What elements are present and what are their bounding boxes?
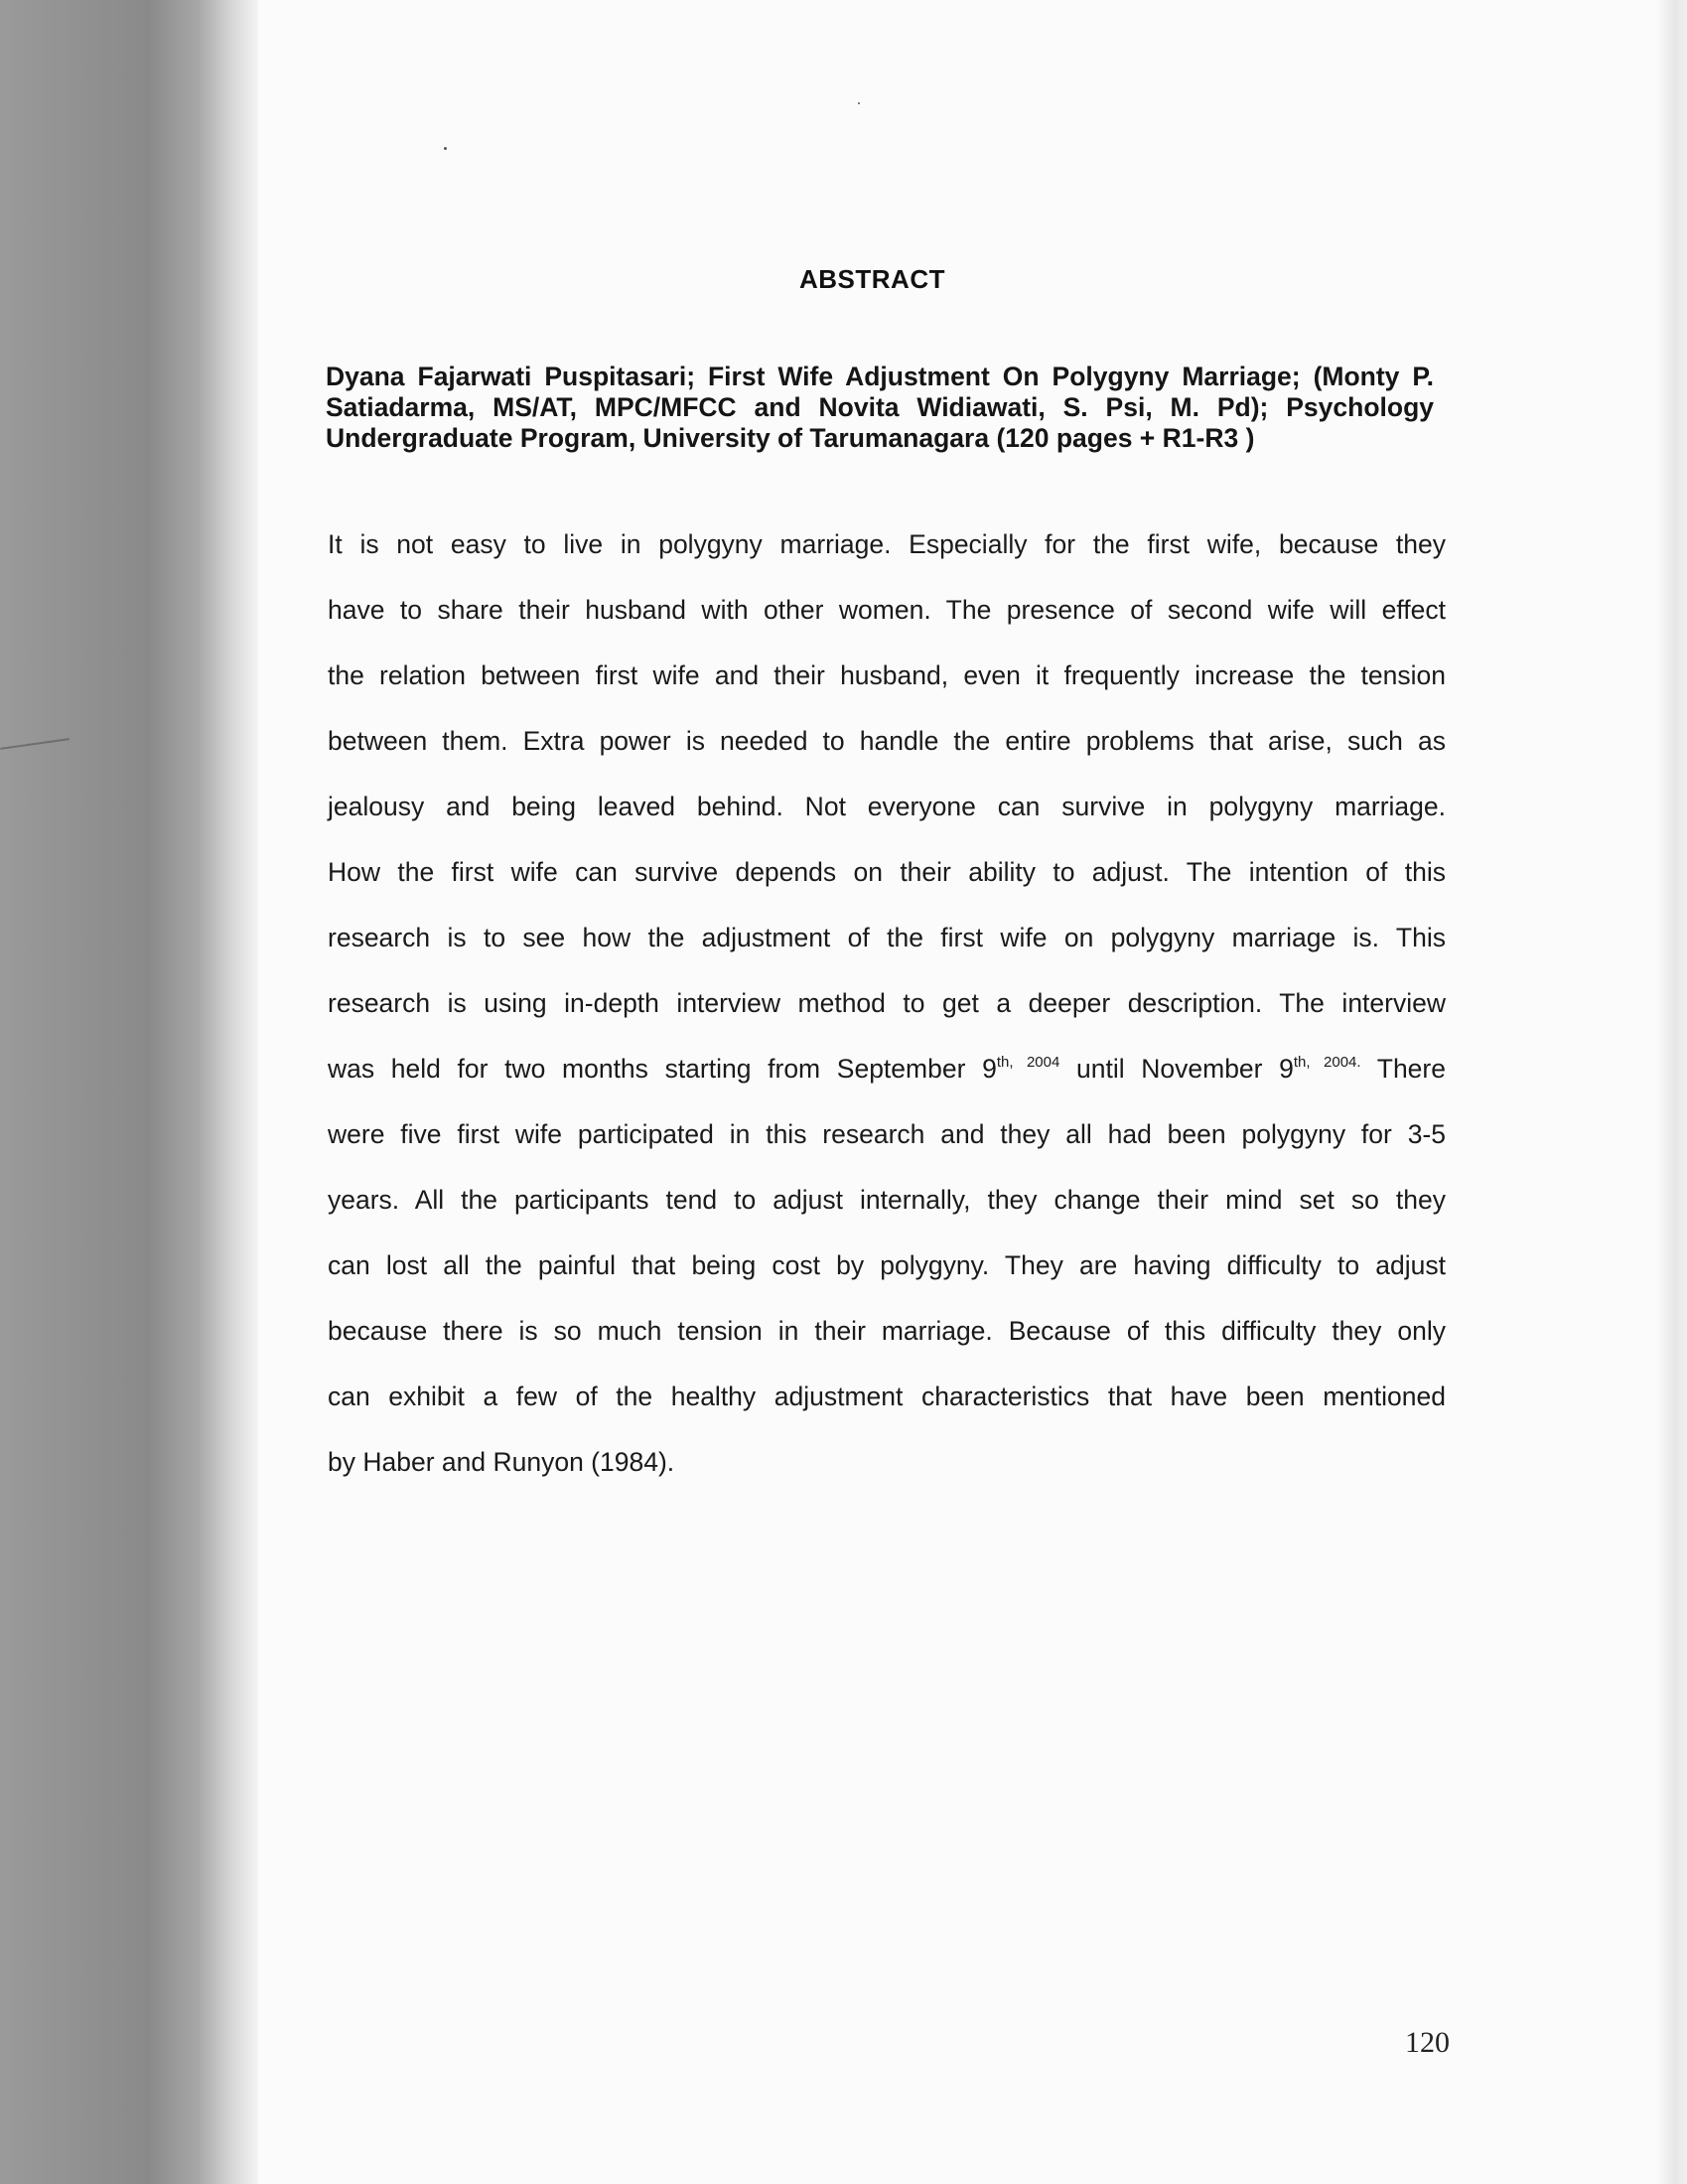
body-line: because there is so much tension in their marriage. Because of this difficulty they only: [328, 1316, 1446, 1346]
date-text: There: [1360, 1054, 1446, 1084]
scan-speck: [444, 147, 447, 150]
page-edge: [1657, 0, 1687, 2184]
body-line: can exhibit a few of the healthy adjustment characteristics that have been mentioned: [328, 1382, 1446, 1411]
scan-speck: [858, 102, 860, 104]
date-superscript: th, 2004: [996, 1054, 1060, 1071]
date-text: was held for two months starting from September 9: [328, 1054, 997, 1084]
body-line: years. All the participants tend to adjust internally, they change their mind set so they: [328, 1185, 1446, 1215]
date-superscript: th, 2004.: [1293, 1054, 1361, 1071]
body-line: research is using in-depth interview method to get a deeper description. The interview: [328, 988, 1446, 1018]
body-line: It is not easy to live in polygyny marriage. Especially for the first wife, because they: [328, 529, 1446, 559]
body-line-dates: [328, 1049, 1446, 1114]
bibliographic-header: Dyana Fajarwati Puspitasari; First Wife Adjustment On Polygyny Marriage; (Monty P. Satiadarma, MS/AT, MPC/MFCC and Novita Widiawati, S. Psi, M. Pd); Psychology Undergraduate Program, University of Tarumanagara (120 pages + R1-R3 ): [326, 362, 1434, 453]
binding-shadow: [0, 0, 258, 2184]
body-line: the relation between first wife and their husband, even it frequently increase the tension: [328, 660, 1446, 690]
body-line: research is to see how the adjustment of the first wife on polygyny marriage is. This: [328, 923, 1446, 952]
body-line: can lost all the painful that being cost by polygyny. They are having difficulty to adjust: [328, 1250, 1446, 1280]
body-line: How the first wife can survive depends on their ability to adjust. The intention of this: [328, 857, 1446, 887]
body-line: jealousy and being leaved behind. Not everyone can survive in polygyny marriage.: [328, 792, 1446, 821]
body-line: between them. Extra power is needed to handle the entire problems that arise, such as: [328, 726, 1446, 756]
abstract-body: [328, 524, 1446, 1508]
body-line: by Haber and Runyon (1984).: [328, 1447, 675, 1477]
date-text: until November 9: [1059, 1054, 1294, 1084]
body-line: have to share their husband with other women. The presence of second wife will effect: [328, 595, 1446, 625]
abstract-title: ABSTRACT: [799, 264, 945, 294]
page-number: 120: [1405, 2026, 1450, 2059]
body-line: were five first wife participated in this research and they all had been polygyny for 3-5: [328, 1119, 1446, 1149]
